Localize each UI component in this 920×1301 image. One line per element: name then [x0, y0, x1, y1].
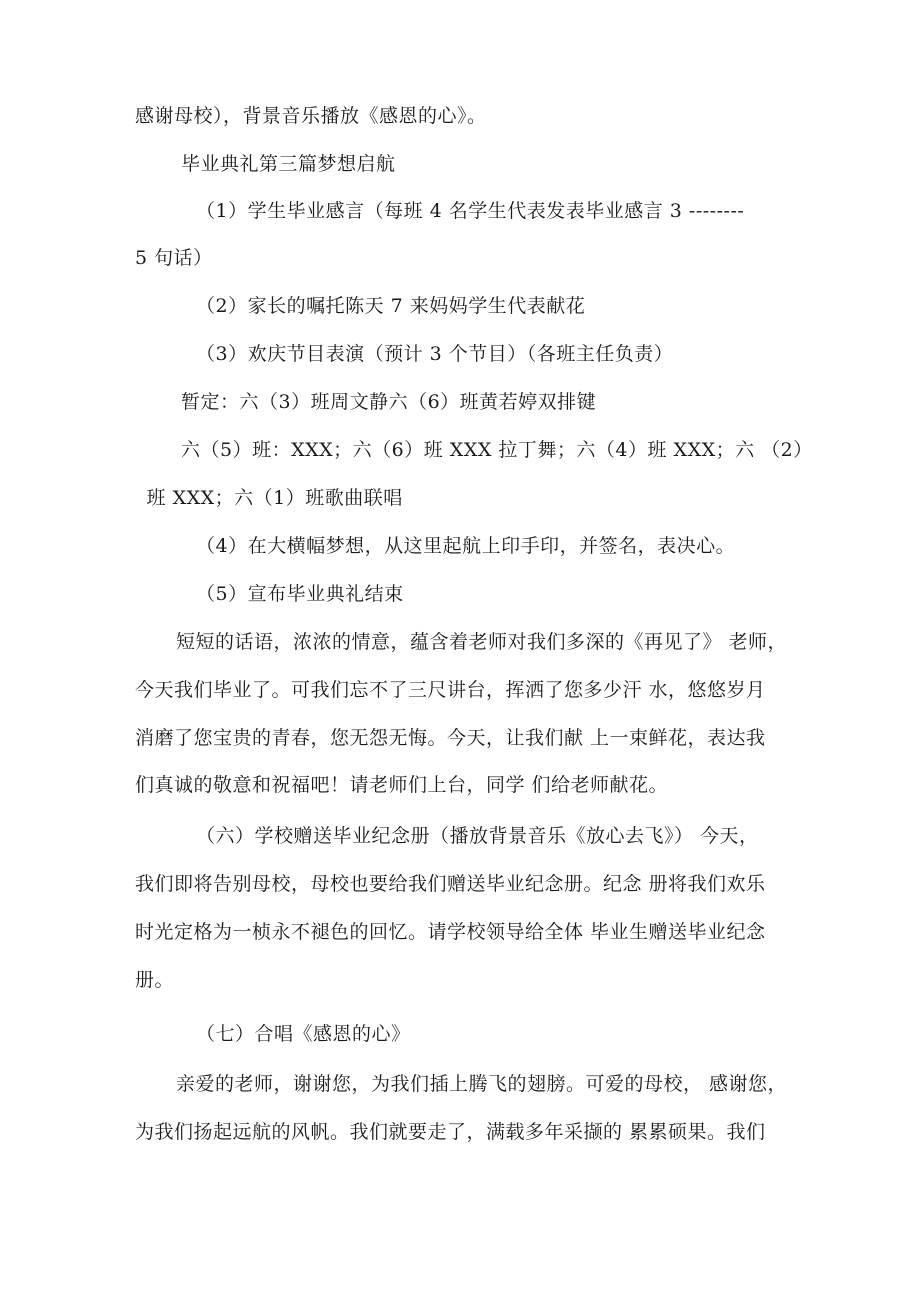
- text-line-4: 5 句话）: [135, 247, 213, 269]
- text-line-16: （六）学校赠送毕业纪念册（播放背景音乐《放心去飞》） 今天，: [196, 825, 759, 847]
- text-line-12: 短短的话语，浓浓的情意，蕴含着老师对我们多深的《再见了》 老师，: [176, 631, 788, 653]
- text-line-6: （3）欢庆节目表演（预计 3 个节目）（各班主任负责）: [196, 343, 674, 365]
- text-line-9: 班 XXX；六（1）班歌曲联唱: [140, 487, 403, 509]
- text-line-8: 六（5）班：XXX；六（6）班 XXX 拉丁舞；六（4）班 XXX；六 （2）: [181, 439, 813, 461]
- text-line-5: （2）家长的嘱托陈天 7 来妈妈学生代表献花: [196, 295, 586, 317]
- text-line-19: 册。: [135, 969, 175, 991]
- text-line-11: （5）宣布毕业典礼结束: [196, 583, 404, 605]
- text-line-17: 我们即将告别母校，母校也要给我们赠送毕业纪念册。纪念 册将我们欢乐: [135, 873, 766, 895]
- text-line-14: 消磨了您宝贵的青春，您无怨无悔。今天，让我们献 上一束鲜花，表达我: [135, 727, 766, 749]
- text-line-22: 为我们扬起远航的风帆。我们就要走了，满载多年采撷的 累累硕果。我们: [135, 1121, 766, 1143]
- text-line-1: 感谢母校），背景音乐播放《感恩的心》。: [135, 105, 487, 127]
- text-line-20: （七）合唱《感恩的心》: [196, 1023, 411, 1045]
- text-line-18: 时光定格为一桢永不褪色的回忆。请学校领导给全体 毕业生赠送毕业纪念: [135, 921, 766, 943]
- text-line-15: 们真诚的敬意和祝福吧！请老师们上台，同学 们给老师献花。: [135, 774, 669, 796]
- text-line-3: （1）学生毕业感言（每班 4 名学生代表发表毕业感言 3 --------: [196, 200, 745, 222]
- text-line-2: 毕业典礼第三篇梦想启航: [181, 153, 396, 175]
- text-line-10: （4）在大横幅梦想，从这里起航上印手印，并签名，表决心。: [196, 535, 736, 557]
- text-line-7: 暂定：六（3）班周文静六（6）班黄若婷双排键: [181, 391, 597, 413]
- text-line-13: 今天我们毕业了。可我们忘不了三尺讲台，挥洒了您多少汗 水，悠悠岁月: [135, 679, 766, 701]
- text-line-21: 亲爱的老师，谢谢您，为我们插上腾飞的翅膀。可爱的母校， 感谢您，: [176, 1073, 788, 1095]
